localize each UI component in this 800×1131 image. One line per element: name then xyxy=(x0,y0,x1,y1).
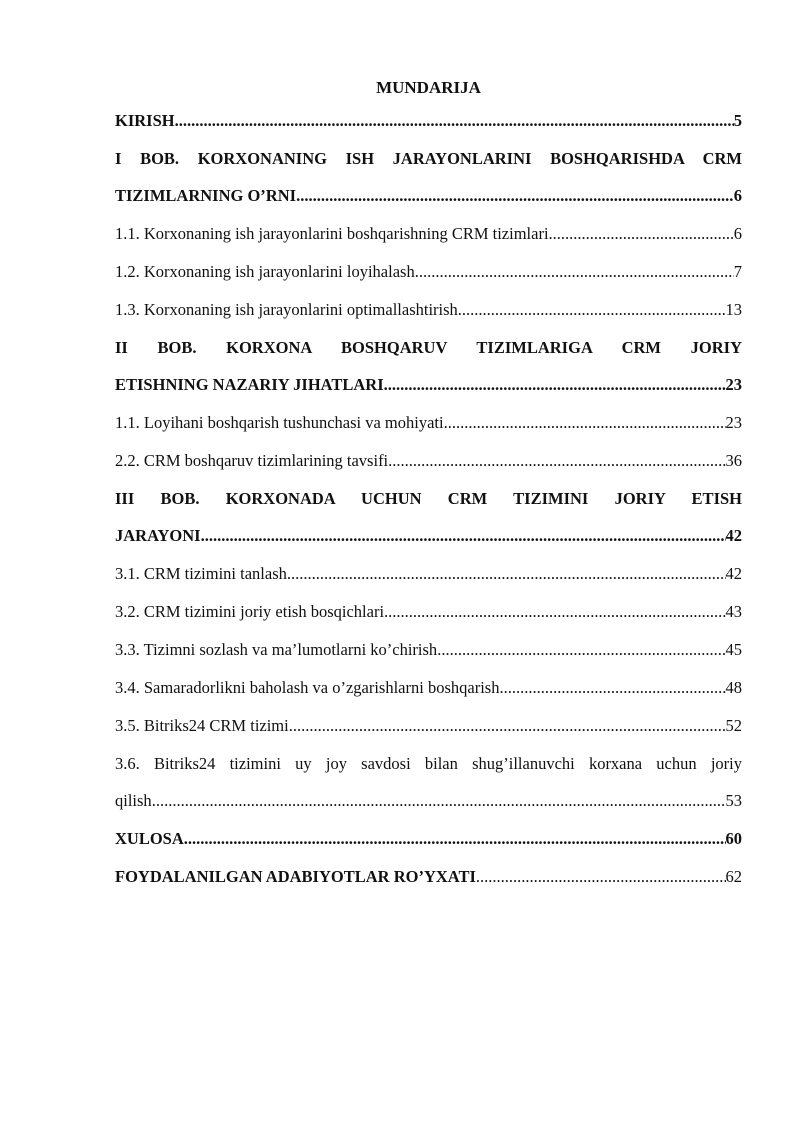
toc-entry-text: qilish xyxy=(115,791,152,810)
toc-entry xyxy=(115,404,742,442)
toc-entry xyxy=(115,858,742,896)
toc-entry-text: TIZIMLARNING O’RNI xyxy=(115,186,297,205)
toc-entry xyxy=(115,480,742,555)
toc-leader-dots xyxy=(201,517,726,554)
toc-leader-dots xyxy=(184,820,726,857)
toc-entry-page: 53 xyxy=(725,791,742,810)
toc-entry xyxy=(115,593,742,631)
toc-entry xyxy=(115,215,742,253)
table-of-contents xyxy=(115,76,742,896)
toc-entry-page: 45 xyxy=(725,640,742,659)
toc-title: MUNDARIJA xyxy=(376,78,481,97)
toc-entry-page: 6 xyxy=(733,224,742,243)
toc-entry-page: 43 xyxy=(725,602,742,621)
toc-entry-page: 48 xyxy=(725,678,742,697)
toc-leader-dots xyxy=(437,631,725,668)
toc-leader-dots xyxy=(287,555,726,592)
toc-entry-text: 3.2. CRM tizimini joriy etish bosqichlari xyxy=(115,602,385,621)
toc-entry-text: 3.1. CRM tizimini tanlash xyxy=(115,564,287,583)
toc-leader-dots xyxy=(388,442,725,479)
toc-entry-text: FOYDALANILGAN ADABIYOTLAR RO’YXATI xyxy=(115,867,476,886)
toc-leader-dots xyxy=(415,253,734,290)
toc-leader-dots xyxy=(458,291,726,328)
toc-entry-page: 36 xyxy=(725,451,742,470)
toc-entry-text: 3.5. Bitriks24 CRM tizimi xyxy=(115,716,289,735)
toc-leader-dots xyxy=(289,707,726,744)
toc-entry-text: JARAYONI xyxy=(115,526,201,545)
toc-leader-dots xyxy=(476,858,726,895)
toc-leader-dots xyxy=(499,669,725,706)
toc-entry-text: 3.4. Samaradorlikni baholash va o’zgarishlarni boshqarish xyxy=(115,678,500,697)
toc-entry xyxy=(115,820,742,858)
toc-entry-page: 42 xyxy=(725,526,742,545)
toc-entry-text: ETISHNING NAZARIY JIHATLARI xyxy=(115,375,384,394)
toc-leader-dots xyxy=(444,404,726,441)
toc-entry xyxy=(115,555,742,593)
toc-entry-page: 6 xyxy=(733,186,742,205)
toc-entry-text: 2.2. CRM boshqaruv tizimlarining tavsifi xyxy=(115,451,389,470)
toc-entry xyxy=(115,329,742,404)
toc-entry xyxy=(115,669,742,707)
toc-entry-page: 42 xyxy=(725,564,742,583)
toc-leader-dots xyxy=(296,177,734,214)
toc-entry-page: 5 xyxy=(733,111,742,130)
toc-entry xyxy=(115,102,742,140)
toc-leader-dots xyxy=(175,102,734,139)
toc-entry-text: 1.1. Loyihani boshqarish tushunchasi va mohiyati xyxy=(115,413,444,432)
toc-entry-page: 60 xyxy=(725,829,742,848)
toc-entry xyxy=(115,707,742,745)
toc-leader-dots xyxy=(384,366,726,403)
toc-entry-page: 7 xyxy=(733,262,742,281)
toc-entry-text-line1: II BOB. KORXONA BOSHQARUV TIZIMLARIGA CRM JORIY xyxy=(115,338,742,357)
toc-leader-dots xyxy=(549,215,734,252)
toc-entry-page: 23 xyxy=(725,413,742,432)
toc-leader-dots xyxy=(384,593,725,630)
toc-entry-text: 1.1. Korxonaning ish jarayonlarini boshqarishning CRM tizimlari xyxy=(115,224,549,243)
toc-entry-text: KIRISH xyxy=(115,111,175,130)
toc-entry xyxy=(115,631,742,669)
toc-entry xyxy=(115,291,742,329)
toc-entry xyxy=(115,140,742,215)
toc-entry xyxy=(115,442,742,480)
toc-entry xyxy=(115,745,742,820)
toc-entry-text: XULOSA xyxy=(115,829,184,848)
toc-entry-page: 13 xyxy=(725,300,742,319)
toc-entry-page: 62 xyxy=(725,867,742,886)
toc-entry-text: 1.3. Korxonaning ish jarayonlarini optimallashtirish xyxy=(115,300,458,319)
toc-entry xyxy=(115,253,742,291)
toc-entry-text: 1.2. Korxonaning ish jarayonlarini loyihalash xyxy=(115,262,415,281)
toc-entry-text-line1: 3.6. Bitriks24 tizimini uy joy savdosi bilan shug’illanuvchi korxana uchun joriy xyxy=(115,754,742,773)
toc-entry-text: 3.3. Tizimni sozlash va ma’lumotlarni ko’chirish xyxy=(115,640,438,659)
toc-entry-page: 23 xyxy=(725,375,742,394)
toc-leader-dots xyxy=(152,782,726,819)
toc-entry-text-line1: III BOB. KORXONADA UCHUN CRM TIZIMINI JORIY ETISH xyxy=(115,489,742,508)
toc-entry-page: 52 xyxy=(725,716,742,735)
toc-entry-text-line1: I BOB. KORXONANING ISH JARAYONLARINI BOSHQARISHDA CRM xyxy=(115,149,742,168)
